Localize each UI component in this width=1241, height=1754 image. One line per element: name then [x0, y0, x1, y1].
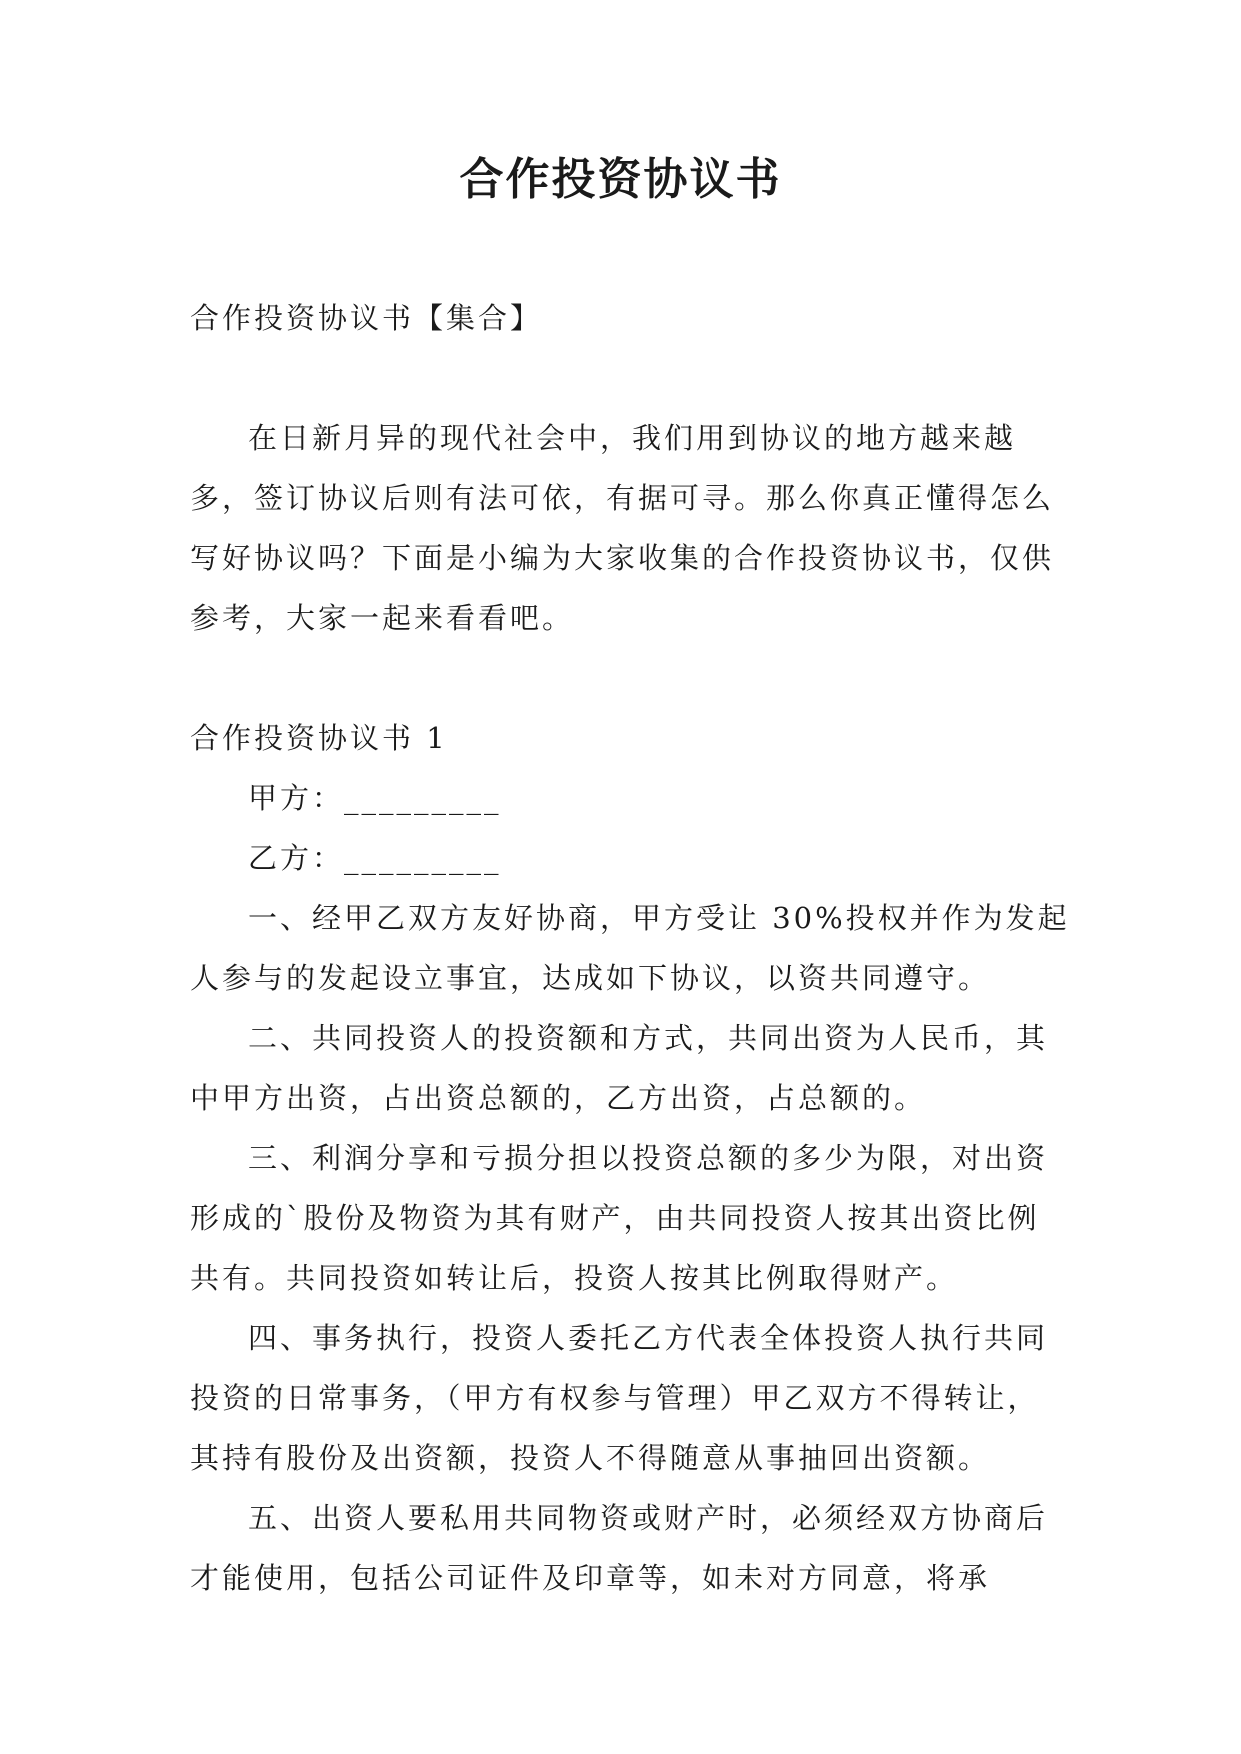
document-subtitle: 合作投资协议书【集合】 — [190, 301, 543, 335]
clause-2: 二、共同投资人的投资额和方式，共同出资为人民币，其中甲方出资，占出资总额的，乙方出资，占总额的。 — [190, 1021, 1049, 1115]
party-a-line: 甲方：_________ — [248, 781, 502, 815]
section-title: 合作投资协议书 1 — [190, 721, 448, 755]
clause-5: 五、出资人要私用共同物资或财产时，必须经双方协商后才能使用，包括公司证件及印章等，如未对方同意，将承 — [190, 1501, 1049, 1595]
document-body — [190, 288, 1070, 1608]
party-b-line: 乙方：_________ — [248, 841, 502, 875]
clause-3: 三、利润分享和亏损分担以投资总额的多少为限，对出资形成的`股份及物资为其有财产，由共同投资人按其出资比例共有。共同投资如转让后，投资人按其比例取得财产。 — [190, 1141, 1049, 1295]
document-title: 合作投资协议书 — [459, 154, 782, 205]
clause-4: 四、事务执行，投资人委托乙方代表全体投资人执行共同投资的日常事务，（甲方有权参与管理）甲乙双方不得转让，其持有股份及出资额，投资人不得随意从事抽回出资额。 — [190, 1321, 1049, 1475]
intro-paragraph: 在日新月异的现代社会中，我们用到协议的地方越来越多，签订协议后则有法可依，有据可寻。那么你真正懂得怎么写好协议吗？下面是小编为大家收集的合作投资协议书，仅供参考，大家一起来看看吧。 — [190, 421, 1055, 635]
clause-1: 一、经甲乙双方友好协商，甲方受让 30%投权并作为发起人参与的发起设立事宜，达成如下协议，以资共同遵守。 — [190, 901, 1070, 995]
